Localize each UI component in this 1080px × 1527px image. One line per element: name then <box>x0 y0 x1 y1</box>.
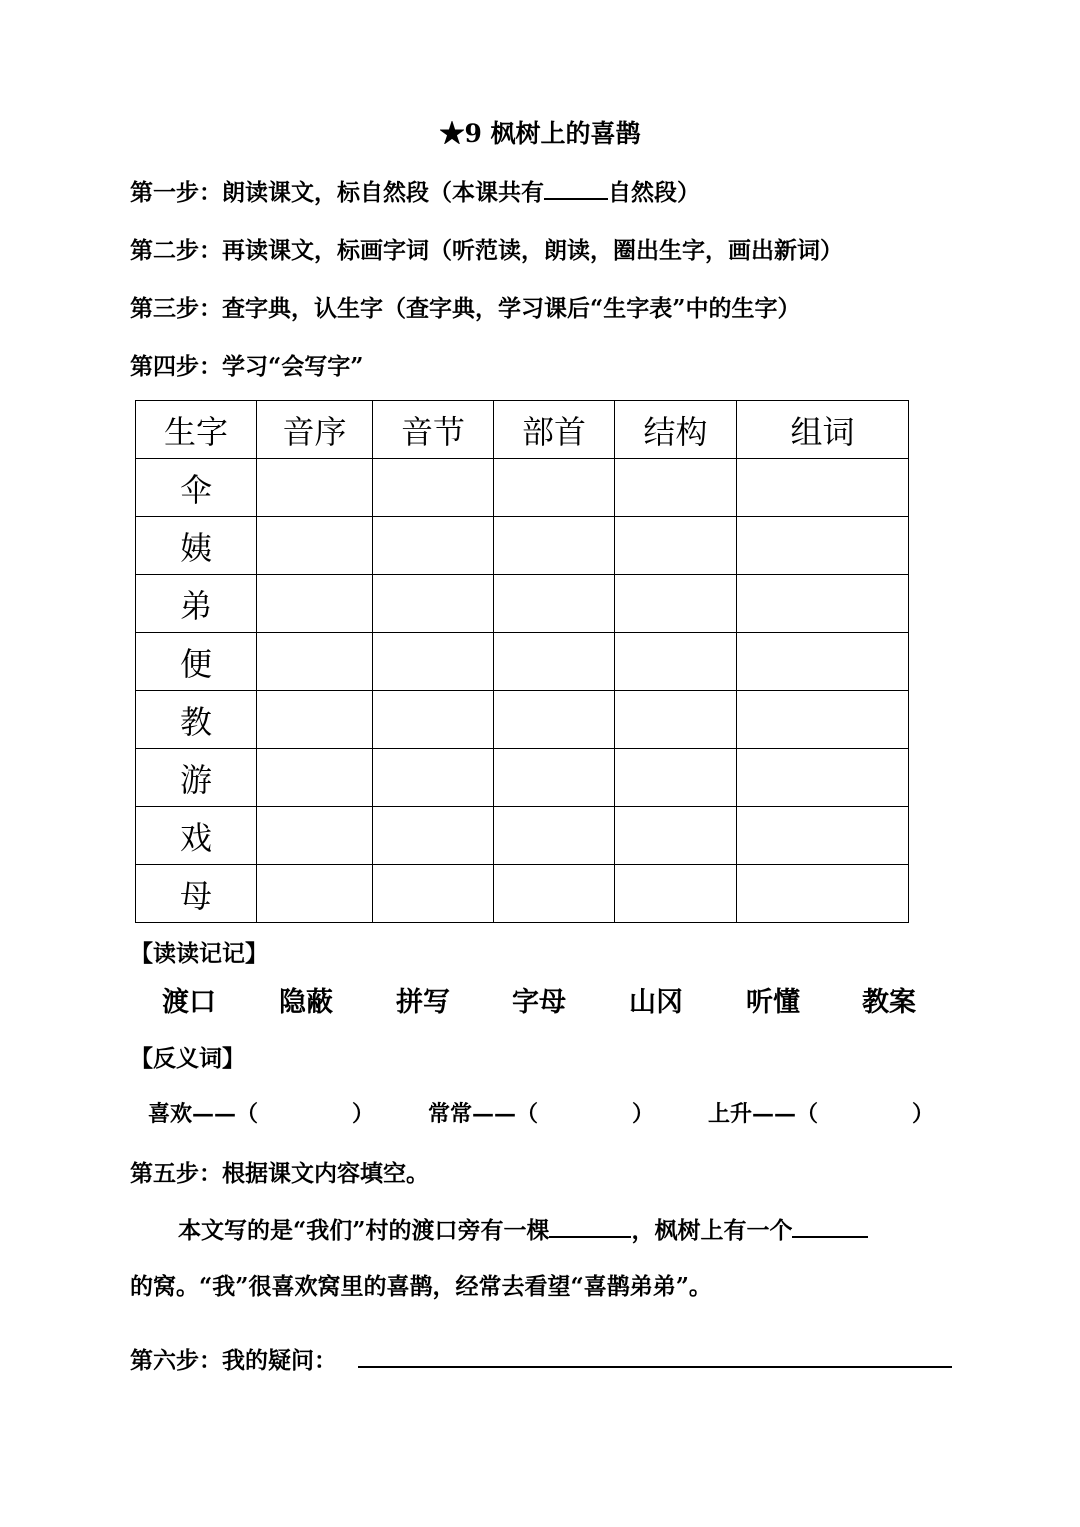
input-cell[interactable] <box>494 633 615 691</box>
input-cell[interactable] <box>615 749 737 807</box>
header-cell: 结构 <box>615 401 737 459</box>
reading-word: 教案 <box>862 987 916 1018</box>
input-cell[interactable] <box>257 749 373 807</box>
input-cell[interactable] <box>737 575 909 633</box>
table-row <box>136 807 909 865</box>
step-four: 第四步：学习“会写字” <box>130 353 364 380</box>
question-answer-line[interactable] <box>358 1366 952 1368</box>
table-row <box>136 691 909 749</box>
input-cell[interactable] <box>494 575 615 633</box>
input-cell[interactable] <box>615 459 737 517</box>
char-cell: 便 <box>136 633 257 691</box>
reading-heading: 【读读记记】 <box>130 940 268 967</box>
input-cell[interactable] <box>737 633 909 691</box>
antonym-item: 上升——（ <box>708 1101 819 1127</box>
input-cell[interactable] <box>494 865 615 923</box>
input-cell[interactable] <box>257 865 373 923</box>
step-six-label: 第六步：我的疑问： <box>130 1347 337 1374</box>
input-cell[interactable] <box>373 517 494 575</box>
header-cell: 部首 <box>494 401 615 459</box>
nest-blank[interactable] <box>792 1214 868 1238</box>
table-row <box>136 749 909 807</box>
input-cell[interactable] <box>615 517 737 575</box>
char-cell: 戏 <box>136 807 257 865</box>
char-cell: 母 <box>136 865 257 923</box>
input-cell[interactable] <box>737 865 909 923</box>
step-three: 第三步：查字典，认生字（查字典，学习课后“生字表”中的生字） <box>130 295 801 322</box>
step-five-heading: 第五步：根据课文内容填空。 <box>130 1160 429 1187</box>
char-cell: 游 <box>136 749 257 807</box>
input-cell[interactable] <box>494 807 615 865</box>
input-cell[interactable] <box>615 575 737 633</box>
input-cell[interactable] <box>373 575 494 633</box>
antonym-heading: 【反义词】 <box>130 1045 245 1072</box>
input-cell[interactable] <box>373 865 494 923</box>
input-cell[interactable] <box>373 749 494 807</box>
step-one <box>130 174 700 207</box>
reading-word: 听懂 <box>746 987 800 1018</box>
step-five-line-1 <box>178 1212 868 1245</box>
tree-blank[interactable] <box>549 1214 631 1238</box>
antonym-item: 常常——（ <box>428 1101 539 1127</box>
input-cell[interactable] <box>615 691 737 749</box>
input-cell[interactable] <box>257 691 373 749</box>
char-cell: 伞 <box>136 459 257 517</box>
step-one-text: 第一步：朗读课文，标自然段（本课共有 <box>130 179 544 206</box>
table-row <box>136 517 909 575</box>
step-five-text: ，枫树上有一个 <box>631 1217 793 1244</box>
table-row <box>136 459 909 517</box>
input-cell[interactable] <box>257 807 373 865</box>
input-cell[interactable] <box>373 633 494 691</box>
input-cell[interactable] <box>615 865 737 923</box>
reading-word: 拼写 <box>396 987 450 1018</box>
reading-word: 渡口 <box>162 987 216 1018</box>
input-cell[interactable] <box>615 633 737 691</box>
step-five-text: 本文写的是“我们”村的渡口旁有一棵 <box>178 1217 550 1244</box>
header-cell: 生字 <box>136 401 257 459</box>
input-cell[interactable] <box>737 459 909 517</box>
header-cell: 音节 <box>373 401 494 459</box>
reading-word: 字母 <box>512 987 566 1018</box>
input-cell[interactable] <box>615 807 737 865</box>
table-row <box>136 865 909 923</box>
reading-word: 隐蔽 <box>279 987 333 1018</box>
input-cell[interactable] <box>737 807 909 865</box>
input-cell[interactable] <box>737 749 909 807</box>
header-cell: 组词 <box>737 401 909 459</box>
input-cell[interactable] <box>494 459 615 517</box>
input-cell[interactable] <box>373 807 494 865</box>
input-cell[interactable] <box>373 459 494 517</box>
antonym-close: ） <box>352 1101 375 1127</box>
input-cell[interactable] <box>257 459 373 517</box>
input-cell[interactable] <box>257 575 373 633</box>
antonym-close: ） <box>632 1101 655 1127</box>
paragraph-count-blank[interactable] <box>544 176 608 200</box>
antonym-item: 喜欢——（ <box>148 1101 259 1127</box>
input-cell[interactable] <box>737 691 909 749</box>
reading-word: 山冈 <box>629 987 683 1018</box>
header-cell: 音序 <box>257 401 373 459</box>
input-cell[interactable] <box>257 633 373 691</box>
char-cell: 弟 <box>136 575 257 633</box>
input-cell[interactable] <box>494 691 615 749</box>
input-cell[interactable] <box>257 517 373 575</box>
table-row <box>136 575 909 633</box>
input-cell[interactable] <box>737 517 909 575</box>
table-header-row <box>136 401 909 459</box>
input-cell[interactable] <box>494 517 615 575</box>
table-row <box>136 633 909 691</box>
antonym-close: ） <box>912 1101 935 1127</box>
step-one-suffix: 自然段） <box>608 179 700 206</box>
step-two: 第二步：再读课文，标画字词（听范读，朗读，圈出生字，画出新词） <box>130 237 843 264</box>
char-cell: 姨 <box>136 517 257 575</box>
character-table <box>135 400 909 923</box>
input-cell[interactable] <box>373 691 494 749</box>
input-cell[interactable] <box>494 749 615 807</box>
page-title: ★9 枫树上的喜鹊 <box>439 119 641 148</box>
step-five-line-2: 的窝。“我”很喜欢窝里的喜鹊，经常去看望“喜鹊弟弟”。 <box>130 1273 712 1300</box>
char-cell: 教 <box>136 691 257 749</box>
